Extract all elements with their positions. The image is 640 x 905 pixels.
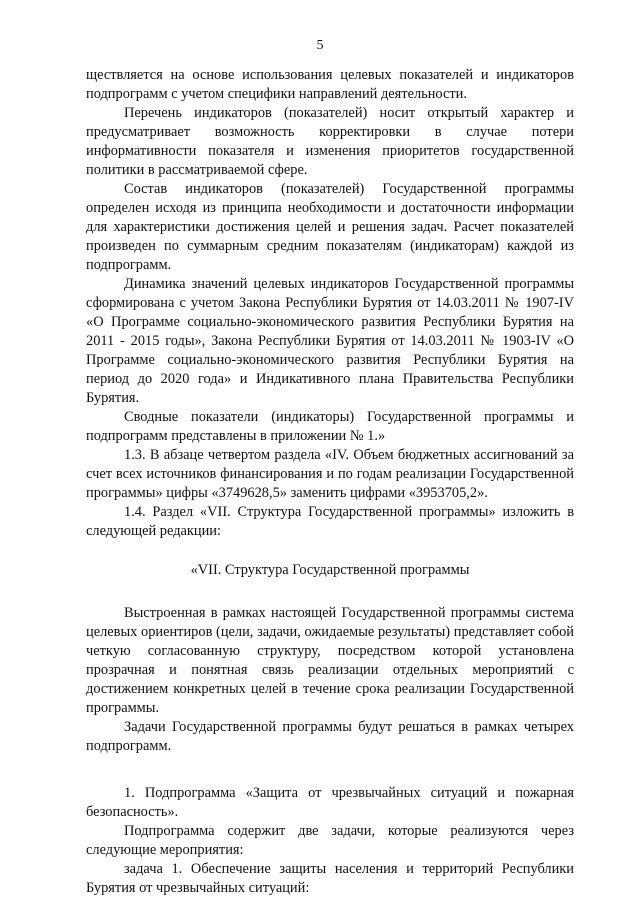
paragraph-subprogram-tasks: Подпрограмма содержит две задачи, которые реализуются через следующие мероприятия: [86,823,574,858]
paragraph-amendment-1-3: 1.3. В абзаце четвертом раздела «IV. Объем бюджетных ассигнований за счет всех источников финансирования и по годам реализации Государственной программы» цифры «3749628,5» заменить цифрами «3953705,2». [86,447,574,501]
paragraph-amendment-1-4: 1.4. Раздел «VII. Структура Государственной программы» изложить в следующей редакции: [86,504,574,539]
page-number: 5 [316,38,324,53]
paragraph-summary-indicators: Сводные показатели (индикаторы) Государственной программы и подпрограмм представлены в приложении № 1.» [86,409,574,444]
paragraph-indicators-composition: Состав индикаторов (показателей) Государственной программы определен исходя из принципа необходимости и достаточности информации для характеристики достижения целей и решения задач. Расчет показателей произведен по суммарным средним показателям (индикаторам) каждой из подпрограмм. [86,181,574,273]
paragraph-continuation: ществляется на основе использования целевых показателей и индикаторов подпрограмм с учетом специфики направлений деятельности. [86,67,574,102]
paragraph-task-1: задача 1. Обеспечение защиты населения и территорий Республики Бурятия от чрезвычайных ситуаций: [86,861,574,896]
section-heading: «VII. Структура Государственной программы [190,562,470,578]
paragraph-structure: Выстроенная в рамках настоящей Государственной программы система целевых ориентиров (цели, задачи, ожидаемые результаты) представляет собой четкую согласованную структуру, посредством которой установлена прозрачная и понятная связь реализации отдельных мероприятий с достижением конкретных целей в течение срока реализации Государственной программы. [86,605,574,716]
paragraph-tasks: Задачи Государственной программы будут решаться в рамках четырех подпрограмм. [86,719,574,754]
document-body [86,66,574,898]
paragraph-indicators-dynamics: Динамика значений целевых индикаторов Государственной программы сформирована с учетом Закона Республики Бурятия от 14.03.2011 № 1907-IV «О Программе социально-экономического развития Республики Бурятия на 2011 - 2015 годы», Закона Республики Бурятия от 14.03.2011 № 1903-IV «О Программе социально-экономического развития Республики Бурятия на период до 2020 года» и Индикативного плана Правительства Республики Бурятия. [86,276,574,406]
paragraph-subprogram-1: 1. Подпрограмма «Защита от чрезвычайных ситуаций и пожарная безопасность». [86,785,574,820]
paragraph-indicators-list: Перечень индикаторов (показателей) носит открытый характер и предусматривает возможность корректировки в случае потери информативности показателя и изменения приоритетов государственной политики в рассматриваемой сфере. [86,105,574,178]
